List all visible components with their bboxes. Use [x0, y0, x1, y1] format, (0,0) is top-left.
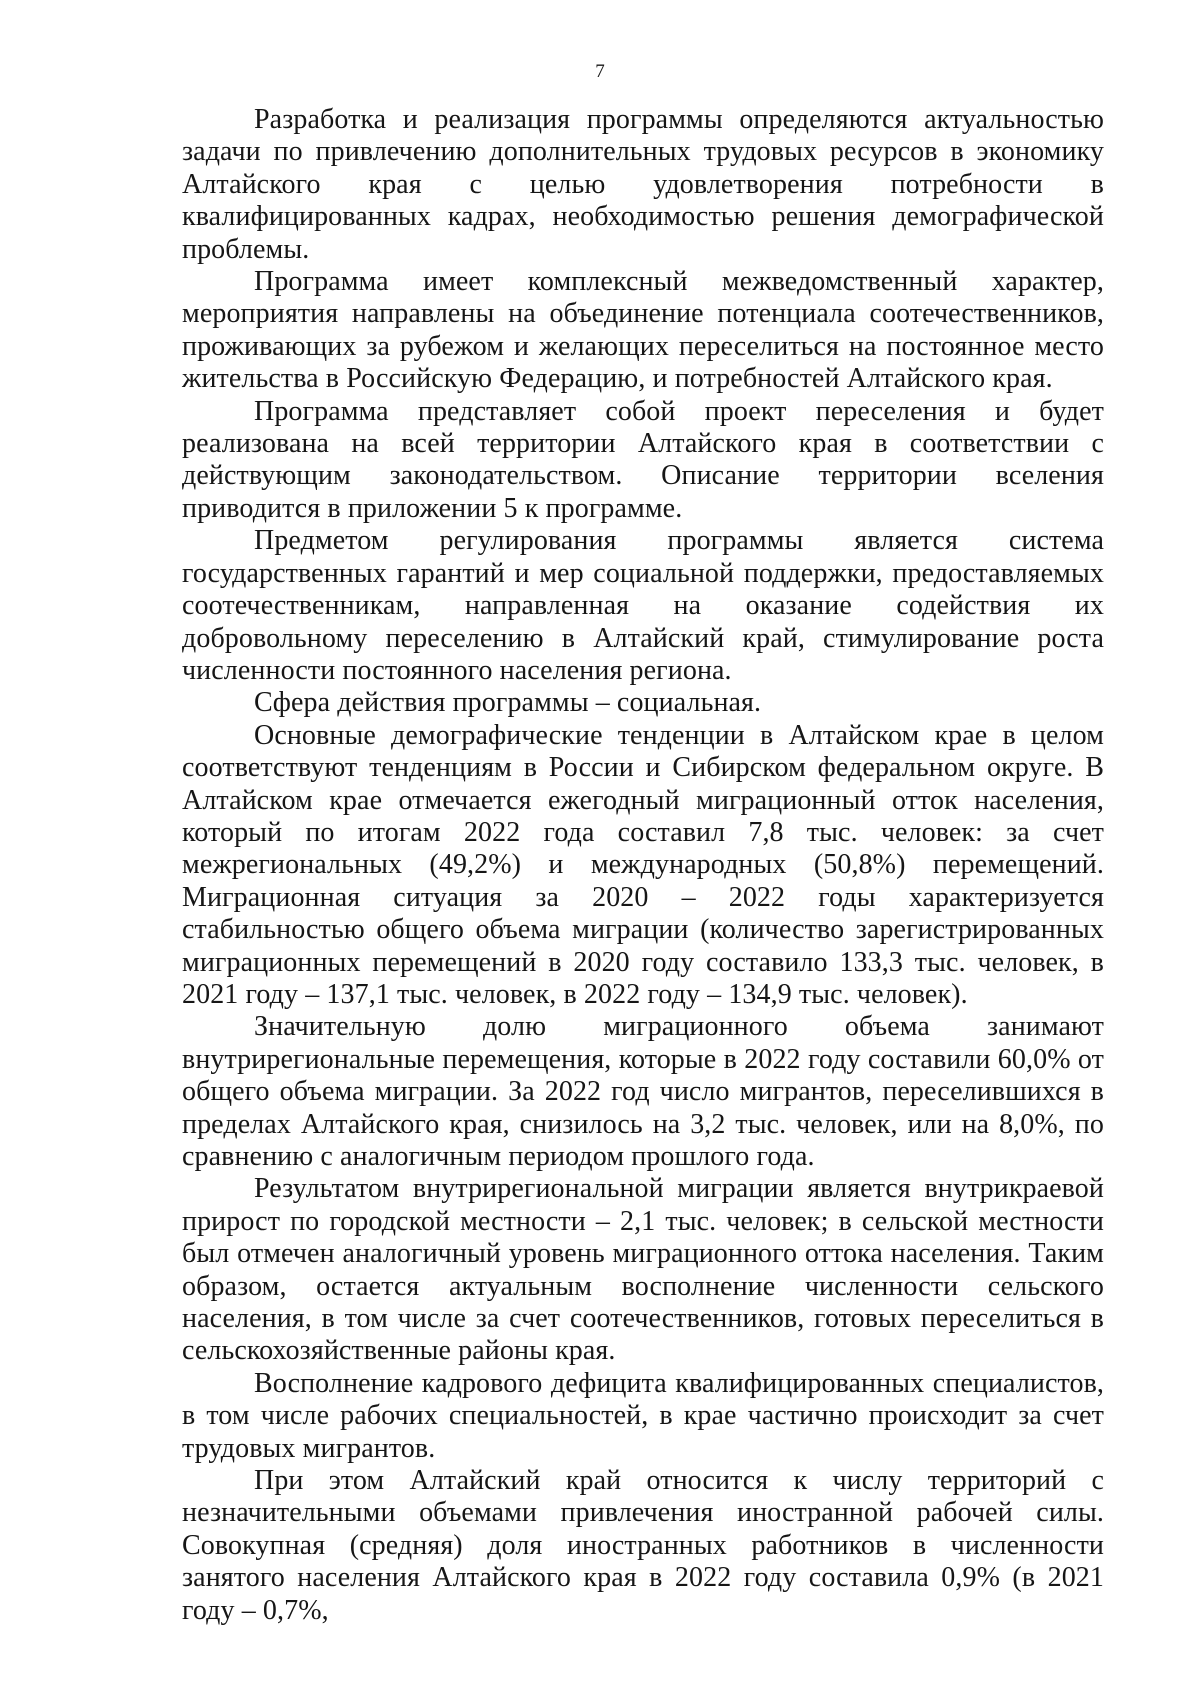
document-body: [182, 104, 1104, 1627]
page-number: 7: [595, 61, 605, 82]
paragraph-demographic-trends: Основные демографические тенденции в Алтайском крае в целом соответствуют тенденциям в России и Сибирском федеральном округе. В Алтайском крае отмечается ежегодный миграционный отток населения, который по итогам 2022 года составил 7,8 тыс. человек: за счет межрегиональных (49,2%) и международных (50,8%) перемещений. Миграционная ситуация за 2020 – 2022 годы характеризуется стабильностью общего объема миграции (количество зарегистрированных миграционных перемещений в 2020 году составило 133,3 тыс. человек, в 2021 году – 137,1 тыс. человек, в 2022 году – 134,9 тыс. человек).: [182, 719, 1104, 1010]
paragraph-staff-shortage: Восполнение кадрового дефицита квалифицированных специалистов, в том числе рабочих специальностей, в крае частично происходит за счет трудовых мигрантов.: [182, 1367, 1104, 1464]
paragraph-program-character: Программа имеет комплексный межведомственный характер, мероприятия направлены на объединение потенциала соотечественников, проживающих за рубежом и желающих переселиться на постоянное место жительства в Российскую Федерацию, и потребностей Алтайского края.: [182, 266, 1104, 395]
paragraph-program-scope: Сфера действия программы – социальная.: [254, 687, 762, 719]
paragraph-program-development: Разработка и реализация программы определяются актуальностью задачи по привлечению дополнительных трудовых ресурсов в экономику Алтайского края с целью удовлетворения потребности в квалифицированных кадрах, необходимостью решения демографической проблемы.: [182, 104, 1104, 265]
paragraph-regulation-subject: Предметом регулирования программы является система государственных гарантий и мер социальной поддержки, предоставляемых соотечественникам, направленная на оказание содействия их добровольному переселению в Алтайский край, стимулирование роста численности постоянного населения региона.: [182, 525, 1104, 686]
paragraph-intraregional-movements: Значительную долю миграционного объема занимают внутрирегиональные перемещения, которые в 2022 году составили 60,0% от общего объема миграции. За 2022 год число мигрантов, переселившихся в пределах Алтайского края, снизилось на 3,2 тыс. человек, или на 8,0%, по сравнению с аналогичным периодом прошлого года.: [182, 1011, 1104, 1172]
paragraph-resettlement-project: Программа представляет собой проект переселения и будет реализована на всей территории Алтайского края в соответствии с действующим законодательством. Описание территории вселения приводится в приложении 5 к программе.: [182, 395, 1104, 524]
paragraph-foreign-workforce: При этом Алтайский край относится к числу территорий с незначительными объемами привлечения иностранной рабочей силы. Совокупная (средняя) доля иностранных работников в численности занятого населения Алтайского края в 2022 году составила 0,9% (в 2021 году – 0,7%,: [182, 1465, 1104, 1626]
paragraph-intraregional-migration-result: Результатом внутрирегиональной миграции является внутрикраевой прирост по городской местности – 2,1 тыс. человек; в сельской местности был отмечен аналогичный уровень миграционного оттока населения. Таким образом, остается актуальным восполнение численности сельского населения, в том числе за счет соотечественников, готовых переселиться в сельскохозяйственные районы края.: [182, 1173, 1104, 1367]
